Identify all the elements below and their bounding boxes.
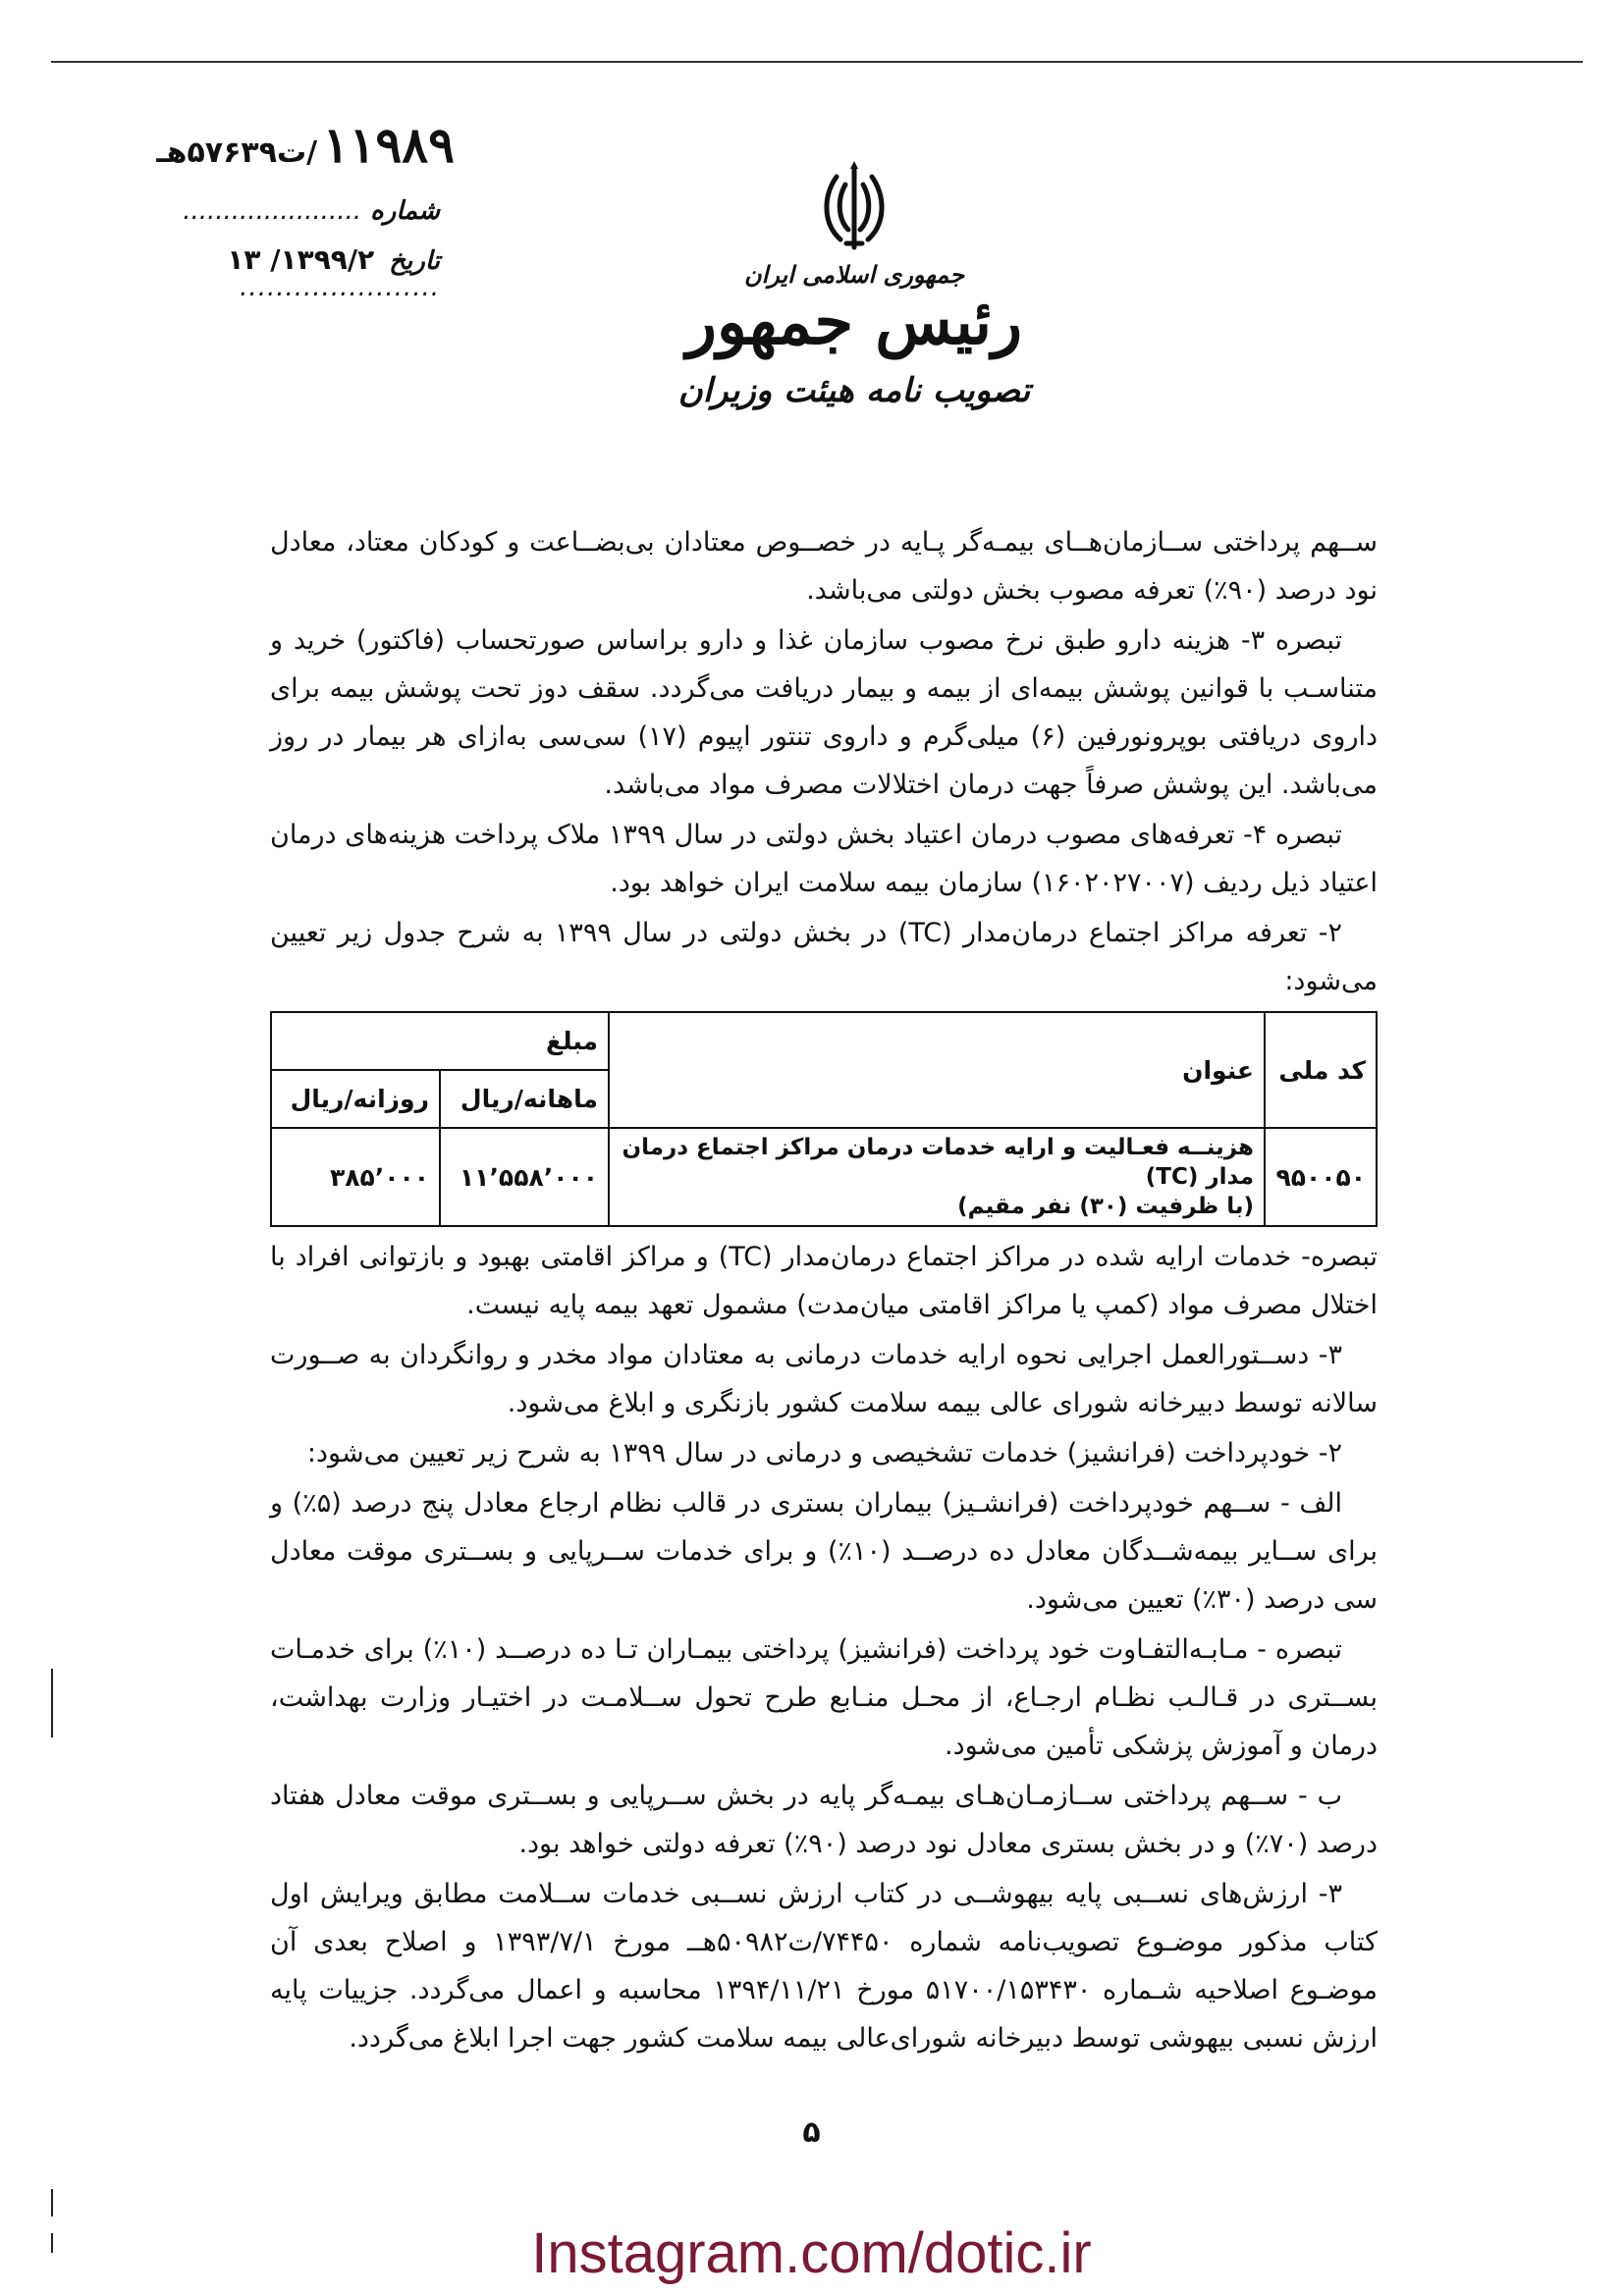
cell-code: ۹۵۰۰۵۰ <box>1265 1128 1377 1226</box>
paragraph: ب - ســهم پرداختی ســازمـان‌هـای بیمـه‌گر پایه در بخش ســرپایی و بســتری موقت معادل هفتاد درصد (۷۰٪) و در بخش بستری معادل نود درصد (۹۰٪) تعرفه دولتی خواهد بود. <box>270 1781 1378 1859</box>
reference-number: ۱۱۹۸۹ <box>322 116 455 174</box>
paragraph: تبصره - مـابـه‌التفـاوت خود پرداخت (فرانشیز) پرداختی بیمـاران تـا ده درصــد (۱۰٪) برای خدمـات بســتری در قـالـب نظـام ارجـاع، از محـل منـابع طرح تحول ســلامـت در اختیـار وزارت بهداشت، درمان و آموزش پزشکی تأمین می‌شود. <box>270 1634 1378 1761</box>
president-title: رئیس جمهور <box>686 286 1022 359</box>
column-header-daily: روزانه/ریال <box>271 1070 440 1128</box>
paragraph: ســهم پرداختی ســازمان‌هــای بیمـه‌گر پـایه در خصــوص معتادان بی‌بضــاعت و کودکان معتاد، معادل نود درصد (۹۰٪) تعرفه مصوب بخش دولتی می‌باشد. <box>270 527 1378 606</box>
letterhead <box>638 157 1070 410</box>
cell-title-line: (با ظرفیت (۳۰) نفر مقیم) <box>957 1194 1254 1219</box>
paragraph: ۳- ارزش‌های نســبی پایه بیهوشــی در کتاب ارزش نســبی خدمات ســلامت مطابق ویرایش اول کتاب مذکور موضـوع تصویب‌نامه شماره ۷۴۴۵۰/ت۵۰۹۸۲هــ مورخ ۱۳۹۳/۷/۱ و اصلاح بعدی آن موضـوع اصلاحیه شـماره ۵۱۷۰۰/۱۵۳۴۳۰ مورخ ۱۳۹۴/۱۱/۲۱ محاسبه و اعمال می‌گردد. جزییات پایه ارزش نسبی بیهوشی توسط دبیرخانه شورای‌عالی بیمه سلامت کشور جهت اجرا ابلاغ می‌گردد. <box>270 1879 1378 2054</box>
cell-monthly: ۱۱٬۵۵۸٬۰۰۰ <box>440 1128 609 1226</box>
reference-code: /ت۵۷۶۳۹هـ <box>156 135 318 170</box>
paragraph: ۲- خودپرداخت (فرانشیز) خدمات تشخیصی و درمانی در سال ۱۳۹۹ به شرح زیر تعیین می‌شود: <box>306 1438 1342 1468</box>
tariff-table <box>270 1011 1378 1227</box>
paragraph: ۳- دســتورالعمل اجرایی نحوه ارایه خدمات درمانی به معتادان مواد مخدر و روانگردان به صــورت سالانه توسط دبیرخانه شورای عالی بیمه سلامت کشور بازنگری و ابلاغ می‌شود. <box>270 1340 1378 1418</box>
cell-title <box>609 1128 1265 1226</box>
column-header-title: عنوان <box>609 1012 1265 1128</box>
republic-name: جمهوری اسلامی ایران <box>743 261 965 289</box>
paragraph: تبصره ۳- هزینه دارو طبق نرخ مصوب سازمان غذا و دارو براساس صورتحساب (فاکتور) خرید و متناسـب با قوانین پوشش بیمه‌ای از بیمه و بیمار دریافت می‌گردد. سقف دوز تحت پوشش بیمه برای داروی دریافتی بوپرونورفین (۶) میلی‌گرم و داروی تنتور اپیوم (۱۷) سی‌سی به‌ازای هر بیمار در روز می‌باشد. این پوشش صرفاً جهت درمان اختلالات مصرف مواد می‌باشد. <box>270 625 1379 800</box>
date-dots: ...................... <box>240 273 440 302</box>
page-number: ۵ <box>802 2115 821 2150</box>
national-emblem-icon <box>815 157 893 255</box>
paragraph: الف - ســهم خودپرداخت (فرانشـیز) بیماران بستری در قالب نظام ارجاع معادل پنج درصد (۵٪) و برای ســایر بیمه‌شــدگان معادل ده درصــد (۱۰٪) و برای خدمات ســرپایی و بســتری موقت معادل سی درصد (۳۰٪) تعیین می‌شود. <box>270 1488 1378 1615</box>
column-header-monthly: ماهانه/ریال <box>440 1070 609 1128</box>
column-header-amount: مبلغ <box>271 1012 609 1070</box>
margin-mark <box>51 1669 53 1737</box>
cell-title-line: هزینــه فعـالیت و ارایه خدمات درمان مراکز اجتماع درمان مدار (TC) <box>622 1135 1254 1190</box>
date-value: ۱۳۹۹/۲/ ۱۳ <box>227 243 375 276</box>
paragraph: ۲- تعرفه مراکز اجتماع درمان‌مدار (TC) در بخش دولتی در سال ۱۳۹۹ به شرح جدول زیر تعیین می‌شود: <box>270 918 1378 996</box>
footer-link[interactable]: Instagram.com/dotic.ir <box>531 2221 1092 2285</box>
paragraph: تبصره ۴- تعرفه‌های مصوب درمان اعتیاد بخش دولتی در سال ۱۳۹۹ ملاک پرداخت هزینه‌های درمان اعتیاد ذیل ردیف (۱۶۰۲۰۲۷۰۰۷) سازمان بیمه سلامت ایران خواهد بود. <box>270 820 1378 898</box>
table-row <box>271 1128 1377 1226</box>
reference-block <box>156 116 455 174</box>
paragraph: تبصره- خدمات ارایه شده در مراکز اجتماع درمان‌مدار (TC) و مراکز اقامتی بهبود و بازتوانی افراد با اختلال مصرف مواد (کمپ یا مراکز اقامتی میان‌مدت) مشمول تعهد بیمه پایه نیست. <box>270 1242 1378 1320</box>
cabinet-approval-title: تصویب نامه هیئت وزیران <box>677 371 1031 411</box>
date-dots-row <box>240 273 440 302</box>
top-rule <box>51 61 1583 63</box>
number-label: شماره <box>370 196 440 226</box>
number-row <box>183 196 440 226</box>
number-dots: ...................... <box>183 196 362 226</box>
date-row <box>221 243 440 276</box>
date-label: تاریخ <box>389 246 440 276</box>
cell-daily: ۳۸۵٬۰۰۰ <box>271 1128 440 1226</box>
margin-mark <box>51 2189 53 2216</box>
column-header-code: کد ملی <box>1265 1012 1377 1128</box>
document-body <box>270 518 1378 2064</box>
